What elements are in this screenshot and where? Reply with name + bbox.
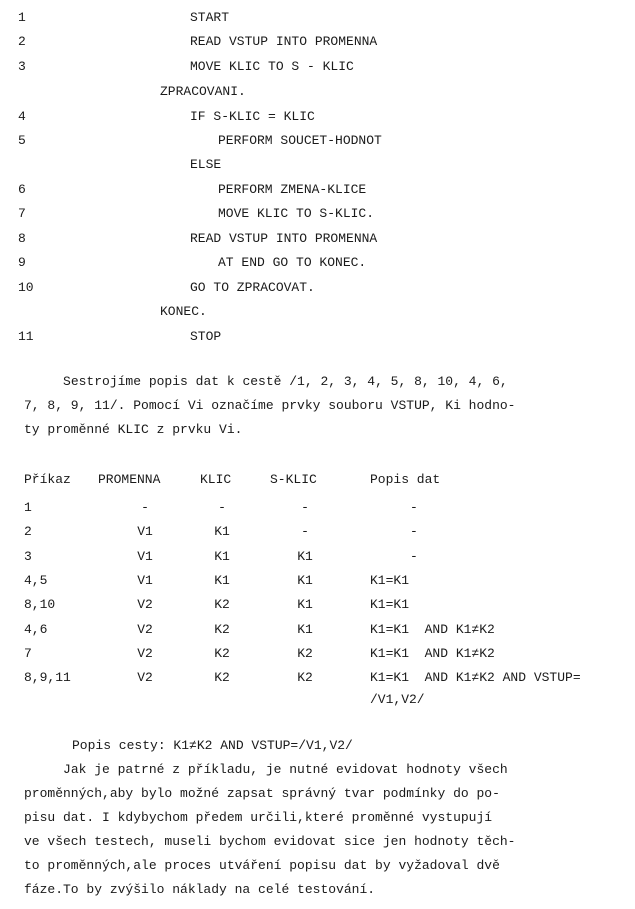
line-number: 7: [18, 206, 26, 221]
code-text: PERFORM ZMENA-KLICE: [218, 182, 367, 197]
table-row-command: 2: [24, 524, 32, 539]
table-row-command: 3: [24, 549, 32, 564]
table-row-command: 7: [24, 646, 32, 661]
table-header-cell: Popis dat: [370, 472, 441, 487]
table-cell: K1=K1: [370, 573, 410, 588]
table-cell: K1: [297, 549, 313, 564]
line-number: 4: [18, 109, 26, 124]
table-cell: K2: [214, 597, 230, 612]
table-cell: K1: [297, 573, 313, 588]
table-cell: K2: [297, 670, 313, 685]
table-cell: K1=K1 AND K1≠K2 AND VSTUP= /V1,V2/: [370, 670, 581, 707]
table-cell: V2: [137, 646, 153, 661]
code-text: ELSE: [190, 157, 222, 172]
table-cell: V1: [137, 573, 153, 588]
table-cell: -: [410, 549, 418, 564]
table-cell: K1=K1 AND K1≠K2: [370, 646, 495, 661]
table-row-command: 4,5: [24, 573, 48, 588]
table-cell: -: [301, 524, 309, 539]
path-description: Popis cesty: K1≠K2 AND VSTUP=/V1,V2/: [72, 738, 353, 753]
table-cell: -: [141, 500, 149, 515]
closing-paragraph: Jak je patrné z příkladu, je nutné evidovat hodnoty všech proměnných,aby bylo možné zapsat správný tvar podmínky do po- pisu dat. I kdybychom předem určili,které proměnné vystupují ve všech testech, museli bychom evidovat sice jen hodnoty těch- to proměnných,ale proces utváření popisu dat by vyžadoval dvě fáze.To by zvýšilo náklady na celé testování.: [24, 762, 516, 897]
table-cell: K1: [297, 622, 313, 637]
code-text: PERFORM SOUCET-HODNOT: [218, 133, 382, 148]
table-cell: K2: [214, 670, 230, 685]
table-row-command: 8,9,11: [24, 670, 71, 685]
table-cell: -: [410, 500, 418, 515]
table-header-cell: PROMENNA: [98, 472, 161, 487]
table-header-cell: S-KLIC: [270, 472, 317, 487]
line-number: 3: [18, 59, 26, 74]
line-number: 5: [18, 133, 26, 148]
line-number: 2: [18, 34, 26, 49]
table-cell: K2: [297, 646, 313, 661]
table-cell: K1=K1: [370, 597, 410, 612]
code-text: MOVE KLIC TO S-KLIC.: [218, 206, 375, 221]
table-cell: K1: [214, 524, 230, 539]
table-cell: -: [301, 500, 309, 515]
table-header-cell: KLIC: [200, 472, 232, 487]
line-number: 11: [18, 329, 34, 344]
line-number: 8: [18, 231, 26, 246]
table-cell: V1: [137, 524, 153, 539]
table-cell: V1: [137, 549, 153, 564]
table-cell: V2: [137, 597, 153, 612]
intro-paragraph: Sestrojíme popis dat k cestě /1, 2, 3, 4, 5, 8, 10, 4, 6, 7, 8, 9, 11/. Pomocí Vi označíme prvky souboru VSTUP, Ki hodno- ty proměnné KLIC z prvku Vi.: [24, 374, 516, 437]
table-cell: V2: [137, 622, 153, 637]
code-text: GO TO ZPRACOVAT.: [190, 280, 315, 295]
table-row-command: 8,10: [24, 597, 56, 612]
table-cell: V2: [137, 670, 153, 685]
table-cell: K1: [214, 573, 230, 588]
code-text: ZPRACOVANI.: [160, 84, 246, 99]
code-text: KONEC.: [160, 304, 207, 319]
table-header-cell: Příkaz: [24, 472, 71, 487]
table-cell: K2: [214, 646, 230, 661]
code-text: MOVE KLIC TO S - KLIC: [190, 59, 354, 74]
line-number: 6: [18, 182, 26, 197]
code-text: READ VSTUP INTO PROMENNA: [190, 34, 378, 49]
table-row-command: 4,6: [24, 622, 48, 637]
code-text: IF S-KLIC = KLIC: [190, 109, 315, 124]
table-cell: -: [410, 524, 418, 539]
line-number: 9: [18, 255, 26, 270]
table-cell: K1=K1 AND K1≠K2: [370, 622, 495, 637]
table-row-command: 1: [24, 500, 32, 515]
code-text: READ VSTUP INTO PROMENNA: [190, 231, 378, 246]
table-cell: -: [218, 500, 226, 515]
table-cell: K2: [214, 622, 230, 637]
table-cell: K1: [214, 549, 230, 564]
line-number: 1: [18, 10, 26, 25]
line-number: 10: [18, 280, 34, 295]
code-text: AT END GO TO KONEC.: [218, 255, 367, 270]
table-cell: K1: [297, 597, 313, 612]
code-text: STOP: [190, 329, 222, 344]
code-text: START: [190, 10, 230, 25]
